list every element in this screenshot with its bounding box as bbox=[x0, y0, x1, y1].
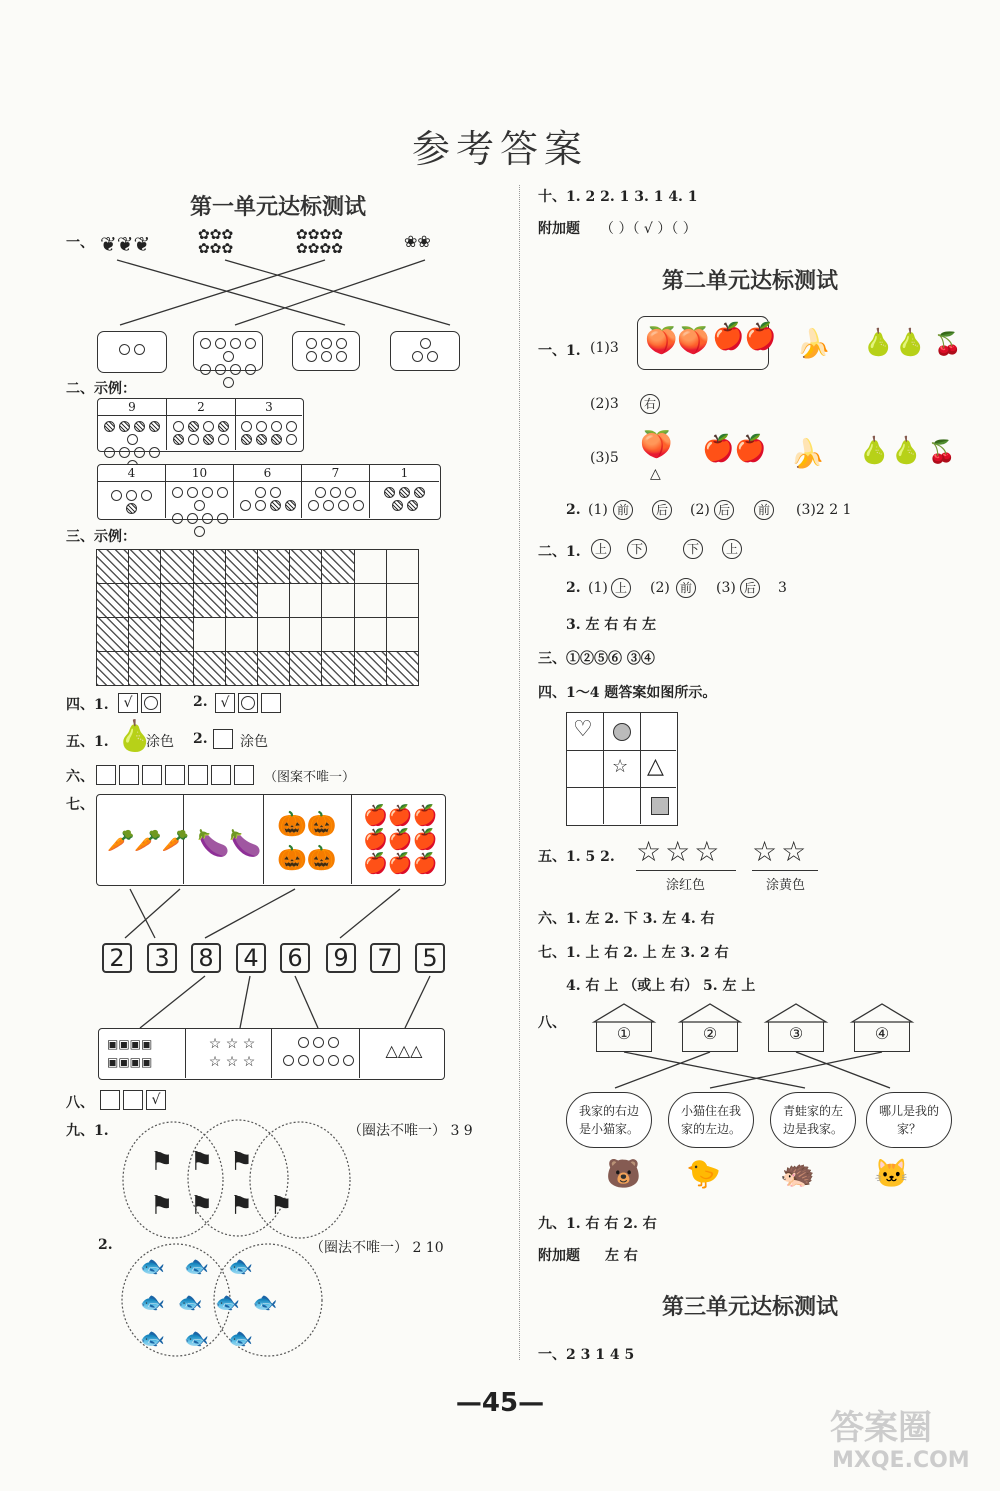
unit2-title: 第二单元达标测试 bbox=[662, 268, 839, 294]
page-title: 参考答案 bbox=[411, 127, 588, 171]
empty-box bbox=[261, 693, 281, 713]
butterfly-icon-group: ❀❀ bbox=[404, 232, 431, 251]
q2-circles bbox=[166, 482, 234, 518]
q5-color-2: 涂色 bbox=[240, 734, 268, 750]
circled-answer: 下 bbox=[627, 539, 647, 559]
square-icon bbox=[651, 797, 669, 815]
q8-label: 八、 bbox=[66, 1095, 94, 1111]
carrot-icon: 🥕🥕🥕 bbox=[107, 829, 190, 854]
u2-q8-label: 八、 bbox=[538, 1015, 566, 1031]
q9-note-1: （圈法不唯一） 3 9 bbox=[348, 1123, 473, 1139]
circle-icon-group bbox=[279, 1035, 357, 1071]
q4-boxes-2 bbox=[215, 692, 284, 713]
grid-cell bbox=[160, 549, 193, 584]
grid-cell bbox=[321, 583, 354, 618]
u2-q2-label: 二、1. bbox=[538, 544, 581, 560]
q7-label: 七、 bbox=[66, 797, 94, 813]
check-icon: √ bbox=[118, 693, 138, 713]
u2-q2-p2-c: (3) bbox=[716, 580, 736, 596]
q2-circles bbox=[370, 482, 439, 518]
q7-picture-box bbox=[96, 794, 446, 886]
q2-circles bbox=[167, 416, 236, 450]
u2-q8-roofs-lines bbox=[590, 1000, 920, 1090]
circled-answer: 前 bbox=[676, 578, 696, 598]
number-card: 2 bbox=[102, 943, 132, 973]
cherry-icon: 🍒 bbox=[934, 332, 962, 357]
grid-cell bbox=[289, 549, 322, 584]
circled-answer: 上 bbox=[722, 539, 742, 559]
page-number: —45— bbox=[455, 1388, 545, 1418]
q2-number: 2 bbox=[167, 399, 236, 416]
grid-cell bbox=[128, 617, 161, 652]
u2-q3: 三、①②⑤⑥ ③④ bbox=[538, 651, 655, 667]
speech-bubble: 哪儿是我的家？ bbox=[866, 1092, 952, 1148]
q2-circles bbox=[98, 482, 166, 518]
grid-cell bbox=[321, 651, 354, 686]
bonus1-answer: （ ）（ √ ）（ ） bbox=[600, 221, 697, 237]
dot-card-3 bbox=[390, 331, 460, 371]
grid-cell bbox=[96, 651, 129, 686]
q3-label: 三、示例： bbox=[66, 529, 136, 545]
grid-cell bbox=[193, 583, 226, 618]
number-card: 6 bbox=[280, 943, 310, 973]
house-icon: ④ bbox=[854, 1022, 910, 1052]
bear-icon: 🐻 bbox=[606, 1157, 641, 1190]
q3-grid bbox=[96, 549, 418, 685]
q5-label: 五、1. bbox=[66, 734, 109, 750]
u2-q6: 六、1. 左 2. 下 3. 左 4. 右 bbox=[538, 911, 715, 927]
pear-icon: 🍐🍐 bbox=[858, 436, 923, 466]
u2-q9: 九、1. 右 右 2. 右 bbox=[538, 1216, 657, 1232]
q4-boxes-1 bbox=[118, 692, 164, 713]
circled-answer: 下 bbox=[683, 539, 703, 559]
q2-table-row1 bbox=[97, 398, 304, 452]
u2-q2-p2-tail: 3 bbox=[778, 580, 787, 596]
circled-answer: 前 bbox=[754, 500, 774, 520]
number-card: 4 bbox=[236, 943, 266, 973]
circle-icon bbox=[613, 723, 631, 741]
fish-icon-group: 🐟 🐟 🐟 🐟 🐟 🐟 🐟 🐟 🐟 🐟 bbox=[140, 1254, 278, 1350]
house-icon: ② bbox=[682, 1022, 738, 1052]
q5-part2-label: 2. bbox=[193, 731, 208, 747]
bonus2-answer: 左 右 bbox=[605, 1248, 638, 1264]
grid-cell bbox=[225, 583, 258, 618]
grid-cell bbox=[96, 549, 129, 584]
circled-answer: 右 bbox=[640, 394, 660, 414]
q2-label: 二、示例： bbox=[66, 381, 136, 397]
u2-q1-p2-tail: (3)2 2 1 bbox=[796, 502, 852, 518]
grid-cell bbox=[193, 651, 226, 686]
grid-cell bbox=[128, 651, 161, 686]
q2-number: 7 bbox=[302, 465, 370, 482]
grid-cell bbox=[321, 617, 354, 652]
apple-icon: 🍎🍎 bbox=[712, 322, 777, 352]
grid-cell bbox=[386, 583, 419, 618]
unit1-title: 第一单元达标测试 bbox=[190, 194, 367, 220]
peach-icon: 🍑🍑 bbox=[645, 326, 710, 356]
u2-q4-grid bbox=[566, 712, 678, 826]
circled-answer: 上 bbox=[591, 539, 611, 559]
speech-bubble: 小猫住在我家的左边。 bbox=[668, 1092, 754, 1148]
q4-part2-label: 2. bbox=[193, 694, 208, 710]
grid-cell bbox=[193, 549, 226, 584]
flower-icon-group-2: ✿✿✿✿ ✿✿✿✿ bbox=[296, 227, 343, 257]
grid-cell bbox=[386, 617, 419, 652]
watermark-url: MXQE.COM bbox=[832, 1448, 970, 1473]
number-card: 5 bbox=[415, 943, 445, 973]
banana-icon: 🍌 bbox=[790, 437, 825, 470]
circled-answer: 上 bbox=[611, 578, 631, 598]
q2-number: 1 bbox=[370, 465, 439, 482]
u2-q2-p3: 3. 左 右 右 左 bbox=[566, 617, 657, 633]
u2-q5-yellow: 涂黄色 bbox=[766, 878, 806, 893]
q2-table-row2 bbox=[97, 464, 441, 520]
q9-part2-label: 2. bbox=[98, 1237, 113, 1253]
q2-number: 6 bbox=[234, 465, 302, 482]
chick-icon: 🐤 bbox=[686, 1157, 721, 1190]
u2-q1-1: (1)3 bbox=[590, 340, 619, 356]
grid-cell bbox=[225, 549, 258, 584]
dot-card-6 bbox=[292, 331, 360, 371]
q2-circles bbox=[302, 482, 370, 518]
eggplant-icon: 🍆🍆 bbox=[197, 829, 262, 859]
grid-cell bbox=[354, 617, 387, 652]
grid-cell bbox=[354, 651, 387, 686]
number-card: 9 bbox=[326, 943, 356, 973]
column-divider bbox=[519, 185, 520, 1360]
circled-answer: 后 bbox=[652, 500, 672, 520]
grid-cell bbox=[225, 651, 258, 686]
u2-q7-b: 4. 右 上 （或上 右） 5. 左 上 bbox=[566, 978, 756, 994]
q6-boxes bbox=[96, 764, 257, 785]
grid-cell bbox=[257, 617, 290, 652]
q5-color-1: 涂色 bbox=[146, 734, 174, 750]
u2-q1-3: (3)5 bbox=[590, 450, 619, 466]
q10-answers: 十、1. 2 2. 1 3. 1 4. 1 bbox=[538, 189, 698, 205]
circle-icon bbox=[141, 693, 161, 713]
grid-cell bbox=[96, 617, 129, 652]
grid-cell bbox=[160, 651, 193, 686]
apple-icon: 🍎🍎 bbox=[702, 434, 767, 464]
check-icon: √ bbox=[215, 693, 235, 713]
q1-match-lines bbox=[95, 255, 475, 330]
pear-icon: 🍐 bbox=[116, 719, 154, 754]
triangle-icon: △ bbox=[647, 754, 664, 779]
grid-cell bbox=[160, 583, 193, 618]
grid-cell bbox=[289, 617, 322, 652]
u2-q7-a: 七、1. 上 右 2. 上 左 3. 2 右 bbox=[538, 945, 729, 961]
star-icon-group-red: ☆☆☆ bbox=[636, 835, 724, 868]
grid-cell bbox=[257, 549, 290, 584]
square-icon-group: ▣▣▣▣ ▣▣▣▣ bbox=[107, 1037, 153, 1069]
u2-q1-2: (2)3 bbox=[590, 396, 619, 412]
u2-q1-p2-a: (1) bbox=[588, 502, 608, 518]
bonus1-label: 附加题 bbox=[538, 221, 580, 237]
q9-note-2: （圈法不唯一） 2 10 bbox=[310, 1240, 444, 1256]
u2-q4: 四、1～4 题答案如图所示。 bbox=[538, 685, 717, 701]
speech-bubble: 我家的右边是小猫家。 bbox=[566, 1092, 652, 1148]
speech-bubble: 青蛙家的左边是我家。 bbox=[770, 1092, 856, 1148]
grid-cell bbox=[160, 617, 193, 652]
q4-label: 四、1. bbox=[66, 697, 109, 713]
grid-cell bbox=[193, 617, 226, 652]
house-icon: ③ bbox=[768, 1022, 824, 1052]
grid-cell bbox=[128, 583, 161, 618]
grid-cell bbox=[354, 549, 387, 584]
u2-q5-label: 五、1. 5 2. bbox=[538, 849, 615, 865]
grid-cell bbox=[386, 651, 419, 686]
u3-q1: 一、2 3 1 4 5 bbox=[538, 1347, 635, 1363]
number-card: 3 bbox=[147, 943, 177, 973]
q5-box bbox=[213, 728, 236, 749]
grid-cell bbox=[225, 617, 258, 652]
star-icon-group: ☆ ☆ ☆ ☆ ☆ ☆ bbox=[208, 1036, 256, 1070]
star-icon: ☆ bbox=[612, 756, 629, 777]
grid-cell bbox=[257, 583, 290, 618]
q7-match-lines-bottom bbox=[100, 973, 450, 1031]
number-card: 8 bbox=[191, 943, 221, 973]
cat-icon: 🐱 bbox=[874, 1157, 909, 1190]
cherry-icon: 🍒 bbox=[928, 440, 956, 465]
number-card: 7 bbox=[370, 943, 400, 973]
flower-icon-group: ✿✿✿ ✿✿✿ bbox=[198, 227, 234, 257]
apple-icon: 🍎🍎🍎 🍎🍎🍎 🍎🍎🍎 bbox=[363, 803, 438, 875]
u2-q2-p2-label: 2. bbox=[566, 580, 581, 596]
star-icon-group-yellow: ☆☆ bbox=[752, 835, 811, 868]
q1-label: 一、 bbox=[66, 235, 94, 251]
circled-answer: 后 bbox=[714, 500, 734, 520]
leaf-icon-group: ❦❦❦ bbox=[100, 232, 151, 256]
grid-cell bbox=[96, 583, 129, 618]
u2-q1-p2-label: 2. bbox=[566, 502, 581, 518]
q8-shapes-box bbox=[98, 1028, 445, 1080]
q6-label: 六、 bbox=[66, 769, 94, 785]
q8-boxes: √ bbox=[100, 1089, 169, 1110]
heart-icon: ♡ bbox=[573, 717, 593, 742]
u2-q1-p2-b: (2) bbox=[690, 502, 710, 518]
unit3-title: 第三单元达标测试 bbox=[662, 1294, 839, 1320]
circled-answer: 前 bbox=[613, 500, 633, 520]
grid-cell bbox=[354, 583, 387, 618]
q2-number: 3 bbox=[236, 399, 302, 416]
u2-q1-label: 一、1. bbox=[538, 343, 581, 359]
q2-number: 4 bbox=[98, 465, 166, 482]
dot-card-10 bbox=[193, 331, 263, 371]
grid-cell bbox=[257, 651, 290, 686]
q9-label: 九、1. bbox=[66, 1123, 109, 1139]
grid-cell bbox=[321, 549, 354, 584]
q2-circles bbox=[236, 416, 302, 450]
pear-icon: 🍐🍐 bbox=[862, 328, 927, 358]
house-icon: ① bbox=[596, 1022, 652, 1052]
empty-box bbox=[213, 729, 233, 749]
q2-number: 9 bbox=[98, 399, 167, 416]
triangle-icon-group: △△△ bbox=[385, 1041, 423, 1060]
banana-icon: 🍌 bbox=[796, 327, 831, 360]
triangle-icon: △ bbox=[650, 466, 661, 482]
circled-answer: 后 bbox=[740, 578, 760, 598]
hedgehog-icon: 🦔 bbox=[780, 1157, 815, 1190]
grid-cell bbox=[289, 651, 322, 686]
grid-cell bbox=[289, 583, 322, 618]
q2-circles bbox=[234, 482, 302, 518]
q2-number: 10 bbox=[166, 465, 234, 482]
pumpkin-icon: 🎃🎃 🎃🎃 bbox=[277, 810, 337, 872]
q6-note: （图案不唯一） bbox=[264, 770, 356, 785]
u2-q5-red: 涂红色 bbox=[666, 878, 706, 893]
grid-cell bbox=[128, 549, 161, 584]
bonus2-label: 附加题 bbox=[538, 1248, 580, 1264]
u2-q2-p2-b: (2) bbox=[650, 580, 670, 596]
q7-match-lines-top bbox=[100, 886, 420, 940]
grid-cell bbox=[386, 549, 419, 584]
circle-icon bbox=[238, 693, 258, 713]
peach-icon: 🍑 bbox=[640, 430, 673, 460]
u2-q2-p2-a: (1) bbox=[588, 580, 608, 596]
flag-icon-group: ⚑ ⚑ ⚑ ⚑ ⚑ ⚑ ⚑ bbox=[150, 1147, 293, 1221]
dot-card-2 bbox=[97, 331, 167, 373]
q2-circles bbox=[98, 416, 167, 450]
watermark-logo: 答案圈 bbox=[830, 1408, 932, 1448]
